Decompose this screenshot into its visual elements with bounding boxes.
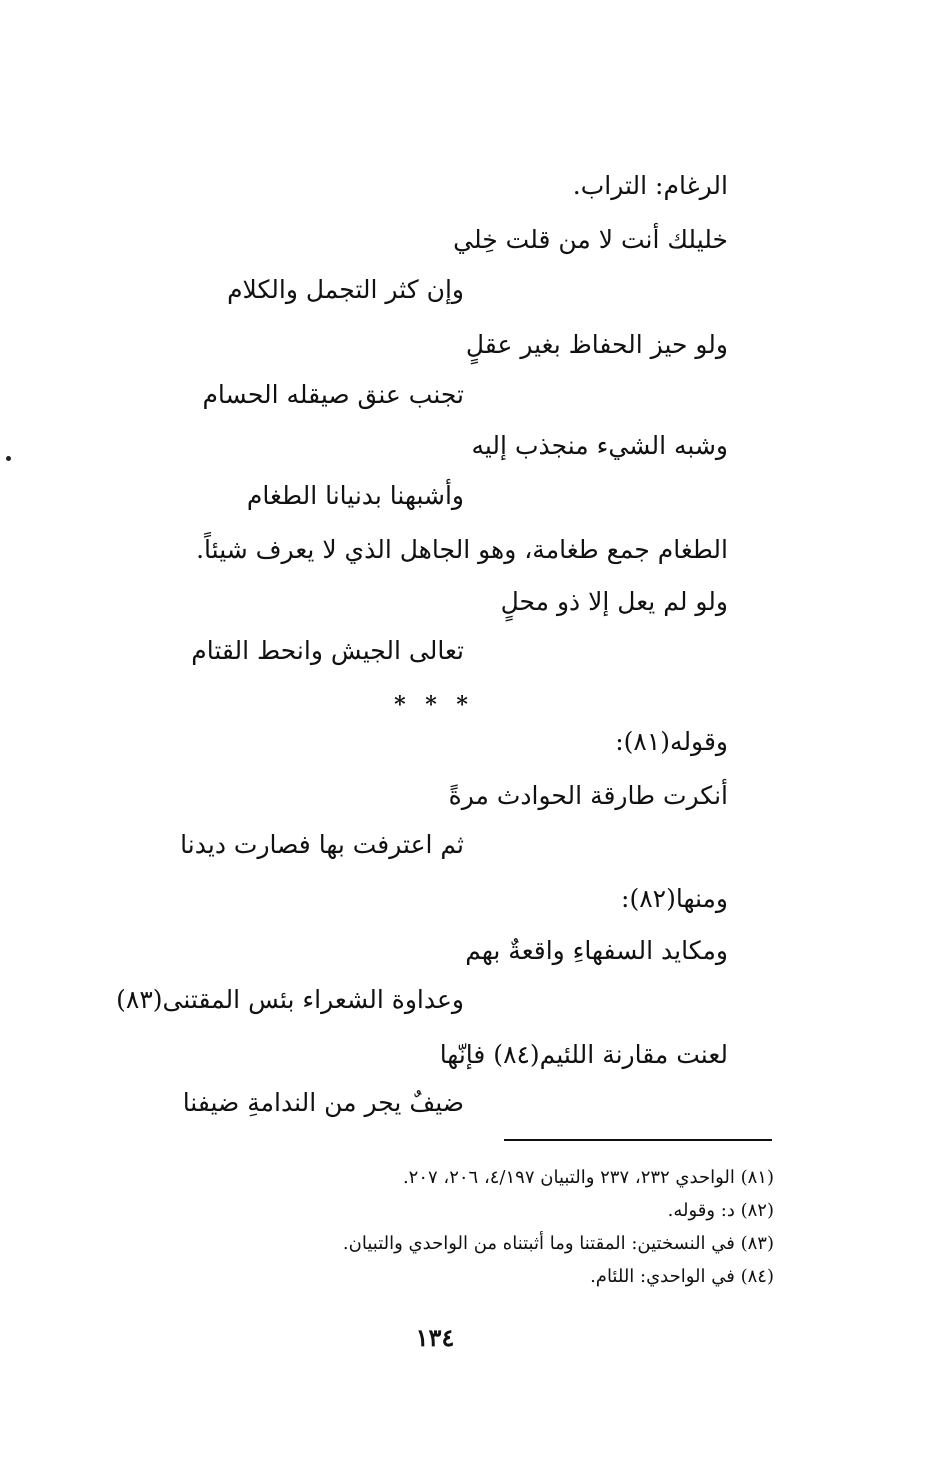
verse-second-hemistich: وعداوة الشعراء بئس المقتنى(٨٣) (116, 985, 464, 1014)
section-separator: * * * (394, 692, 474, 718)
verse-first-hemistich: أنكرت طارقة الحوادث مرةً (448, 781, 728, 810)
poem-intro: ومنها(٨٢): (621, 884, 728, 913)
footnote-rule (504, 1139, 772, 1141)
verse-first-hemistich: ولو لم يعل إلا ذو محلٍ (500, 587, 728, 616)
verse-second-hemistich: تعالى الجيش وانحط القتام (191, 636, 464, 665)
verse-second-hemistich: وأشبهنا بدنيانا الطغام (246, 481, 464, 510)
footnote: (٨٤) في الواحدي: اللئام. (590, 1266, 774, 1287)
verse-second-hemistich: تجنب عنق صيقله الحسام (202, 380, 464, 409)
footnote: (٨٢) د: وقوله. (667, 1200, 774, 1221)
verse-first-hemistich: ومكايد السفهاءِ واقعةٌ بهم (465, 936, 728, 965)
footnote: (٨١) الواحدي ٢٣٢، ٢٣٧ والتبيان ٤/١٩٧، ٢٠٦، ٢٠٧. (402, 1167, 774, 1188)
page-number: ١٣٤ (415, 1323, 455, 1352)
poem-intro: وقوله(٨١): (615, 727, 728, 756)
footnote: (٨٣) في النسختين: المقتنا وما أثبتناه من الواحدي والتبيان. (342, 1233, 774, 1254)
gloss-text: الطغام جمع طغامة، وهو الجاهل الذي لا يعرف شيئاً. (196, 535, 728, 564)
gloss-text: الرغام: التراب. (572, 171, 728, 200)
verse-first-hemistich: لعنت مقارنة اللئيم(٨٤) فإنّها (439, 1040, 728, 1069)
verse-second-hemistich: وإن كثر التجمل والكلام (227, 275, 464, 304)
verse-first-hemistich: خليلك أنت لا من قلت خِلي (453, 225, 728, 254)
verse-second-hemistich: ثم اعترفت بها فصارت ديدنا (180, 830, 464, 859)
verse-second-hemistich: ضيفٌ يجر من الندامةِ ضيفنا (182, 1088, 464, 1117)
verse-first-hemistich: وشبه الشيء منجذب إليه (471, 431, 728, 460)
verse-first-hemistich: ولو حيز الحفاظ بغير عقلٍ (465, 330, 728, 359)
scan-speck (6, 456, 11, 461)
